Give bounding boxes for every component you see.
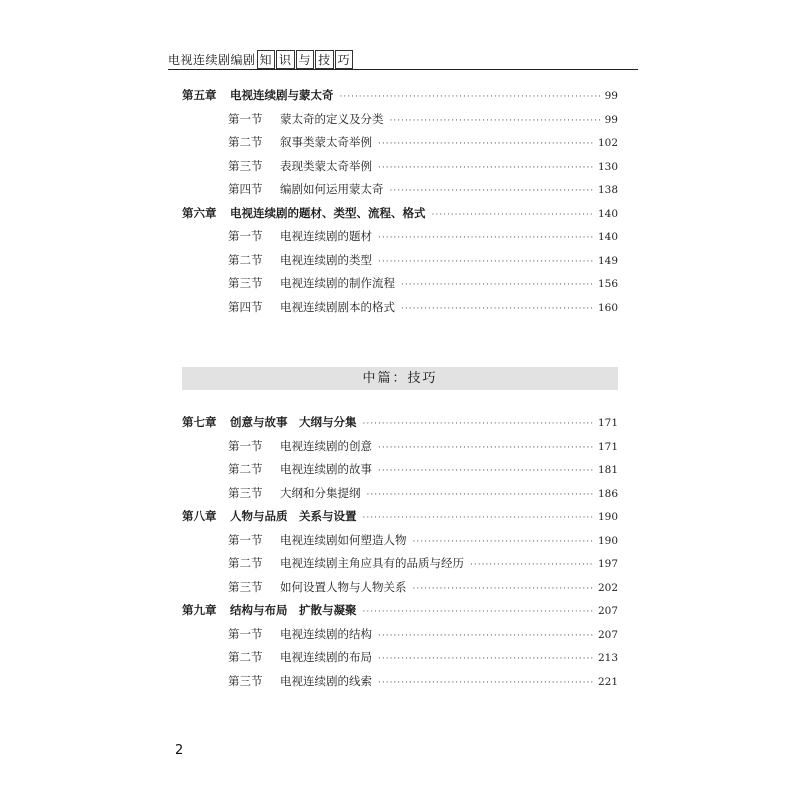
toc-entry-title: 电视连续剧如何塑造人物 xyxy=(280,532,407,547)
toc-entry-page: 181 xyxy=(597,464,618,476)
dot-leader xyxy=(390,116,601,126)
toc-section-row xyxy=(182,485,618,509)
dot-leader xyxy=(363,607,594,617)
toc-entry-title: 电视连续剧的线索 xyxy=(280,673,372,688)
dot-leader xyxy=(363,419,594,429)
toc-entry-title: 电视连续剧的题材、类型、流程、格式 xyxy=(230,205,426,220)
dot-leader xyxy=(390,186,594,196)
toc-entry-number: 第一节 xyxy=(228,626,263,641)
dot-leader xyxy=(401,304,594,314)
toc-chapter-row xyxy=(182,508,618,532)
toc-entry-number: 第三节 xyxy=(228,673,263,688)
toc-section-row xyxy=(182,181,618,205)
toc-entry-title: 结构与布局 扩散与凝聚 xyxy=(230,603,357,617)
toc-entry-page: 149 xyxy=(597,254,618,267)
toc-entry-page: 207 xyxy=(597,628,618,641)
toc-entry-page: 130 xyxy=(597,160,618,173)
toc-section-row xyxy=(182,555,618,579)
header-rule xyxy=(168,69,638,70)
dot-leader xyxy=(378,257,594,267)
toc-entry-title: 电视连续剧主角应具有的品质与经历 xyxy=(280,556,464,570)
part-banner: 中篇：技巧 xyxy=(182,367,618,390)
toc-entry-page: 140 xyxy=(597,231,618,243)
running-header-boxed-char: 与 xyxy=(296,50,315,69)
toc-entry-title: 电视连续剧与蒙太奇 xyxy=(230,88,334,102)
page-number: 2 xyxy=(175,743,184,758)
toc-entry-page: 190 xyxy=(597,511,618,523)
toc-entry-page: 160 xyxy=(597,301,618,314)
toc-entry-page: 99 xyxy=(604,90,618,102)
running-header-boxed-char: 技 xyxy=(315,50,334,69)
running-header-boxed-char: 识 xyxy=(276,50,295,69)
toc-entry-title: 编剧如何运用蒙太奇 xyxy=(280,182,384,196)
toc-entry-number: 第三节 xyxy=(228,158,263,173)
toc-entry-page: 186 xyxy=(597,487,618,500)
toc-section-row xyxy=(182,275,618,299)
toc-entry-title: 电视连续剧的类型 xyxy=(280,252,372,267)
toc-section-row xyxy=(182,626,618,650)
toc-entry-title: 创意与故事 大纲与分集 xyxy=(230,415,357,429)
toc-entry-page: 138 xyxy=(597,184,618,196)
dot-leader xyxy=(413,584,594,594)
toc-entry-number: 第三节 xyxy=(228,276,263,290)
toc-section-row xyxy=(182,532,618,556)
toc-entry-title: 人物与品质 关系与设置 xyxy=(230,509,357,523)
dot-leader xyxy=(378,631,594,641)
dot-leader xyxy=(470,560,594,570)
dot-leader xyxy=(378,233,594,243)
toc-entry-page: 171 xyxy=(597,417,618,429)
toc-entry-title: 电视连续剧的布局 xyxy=(280,650,372,664)
toc-entry-page: 207 xyxy=(597,605,618,617)
toc-entry-number: 第六章 xyxy=(182,205,217,220)
dot-leader xyxy=(340,92,601,102)
dot-leader xyxy=(378,654,594,664)
toc-entry-page: 102 xyxy=(597,137,618,149)
toc-entry-title: 大纲和分集提纲 xyxy=(280,485,361,500)
toc-entry-page: 171 xyxy=(597,440,618,453)
toc-section-row xyxy=(182,438,618,462)
toc-entry-number: 第一节 xyxy=(228,532,263,547)
toc-section-row xyxy=(182,228,618,252)
running-header-boxed-char: 巧 xyxy=(335,50,354,69)
toc-entry-number: 第四节 xyxy=(228,182,263,196)
toc-entry-number: 第三节 xyxy=(228,485,263,500)
toc-section-row xyxy=(182,673,618,697)
toc-entry-page: 213 xyxy=(597,652,618,664)
toc-section-row xyxy=(182,158,618,182)
dot-leader xyxy=(378,466,594,476)
dot-leader xyxy=(363,513,594,523)
toc-entry-title: 电视连续剧的结构 xyxy=(280,626,372,641)
toc-entry-title: 叙事类蒙太奇举例 xyxy=(280,135,372,149)
running-header-boxed-char: 知 xyxy=(257,50,276,69)
toc-entry-title: 蒙太奇的定义及分类 xyxy=(280,111,384,126)
toc-entry-title: 电视连续剧的制作流程 xyxy=(280,276,395,290)
running-header-title: 电视连续剧编剧 xyxy=(168,53,256,67)
toc-chapter-row xyxy=(182,87,618,111)
toc-entry-page: 202 xyxy=(597,581,618,594)
toc-entry-title: 电视连续剧剧本的格式 xyxy=(280,299,395,314)
toc-entry-number: 第一节 xyxy=(228,111,263,126)
toc-chapter-row xyxy=(182,205,618,229)
toc-entry-title: 表现类蒙太奇举例 xyxy=(280,158,372,173)
toc-section-row xyxy=(182,649,618,673)
toc-entry-page: 156 xyxy=(597,278,618,290)
toc-entry-number: 第三节 xyxy=(228,579,263,594)
toc-entry-number: 第一节 xyxy=(228,229,263,243)
dot-leader xyxy=(378,139,594,149)
toc-section-row xyxy=(182,299,618,323)
dot-leader xyxy=(432,210,594,220)
toc-entry-number: 第五章 xyxy=(182,88,217,102)
toc-entry-number: 第二节 xyxy=(228,556,263,570)
toc-lower-list xyxy=(182,414,618,696)
toc-entry-title: 如何设置人物与人物关系 xyxy=(280,579,407,594)
toc-entry-number: 第九章 xyxy=(182,603,217,617)
toc-entry-page: 99 xyxy=(604,113,618,126)
toc-entry-page: 221 xyxy=(597,675,618,688)
toc-entry-number: 第七章 xyxy=(182,415,217,429)
dot-leader xyxy=(401,280,594,290)
toc-entry-title: 电视连续剧的创意 xyxy=(280,438,372,453)
toc-entry-number: 第八章 xyxy=(182,509,217,523)
toc-chapter-row xyxy=(182,602,618,626)
toc-entry-number: 第二节 xyxy=(228,135,263,149)
toc-entry-number: 第一节 xyxy=(228,438,263,453)
toc-entry-number: 第二节 xyxy=(228,252,263,267)
dot-leader xyxy=(378,678,594,688)
toc-section-row xyxy=(182,252,618,276)
toc-section-row xyxy=(182,134,618,158)
toc-entry-number: 第二节 xyxy=(228,462,263,476)
toc-section-row xyxy=(182,461,618,485)
toc-chapter-row xyxy=(182,414,618,438)
toc-entry-number: 第四节 xyxy=(228,299,263,314)
dot-leader xyxy=(413,537,594,547)
toc-entry-title: 电视连续剧的题材 xyxy=(280,229,372,243)
toc-entry-number: 第二节 xyxy=(228,650,263,664)
dot-leader xyxy=(378,163,594,173)
toc-entry-page: 197 xyxy=(597,558,618,570)
toc-entry-page: 190 xyxy=(597,534,618,547)
running-header xyxy=(168,50,353,69)
dot-leader xyxy=(367,490,594,500)
toc-entry-title: 电视连续剧的故事 xyxy=(280,462,372,476)
toc-section-row xyxy=(182,111,618,135)
toc-section-row xyxy=(182,579,618,603)
toc-entry-page: 140 xyxy=(597,207,618,220)
toc-upper-list xyxy=(182,87,618,322)
dot-leader xyxy=(378,443,594,453)
